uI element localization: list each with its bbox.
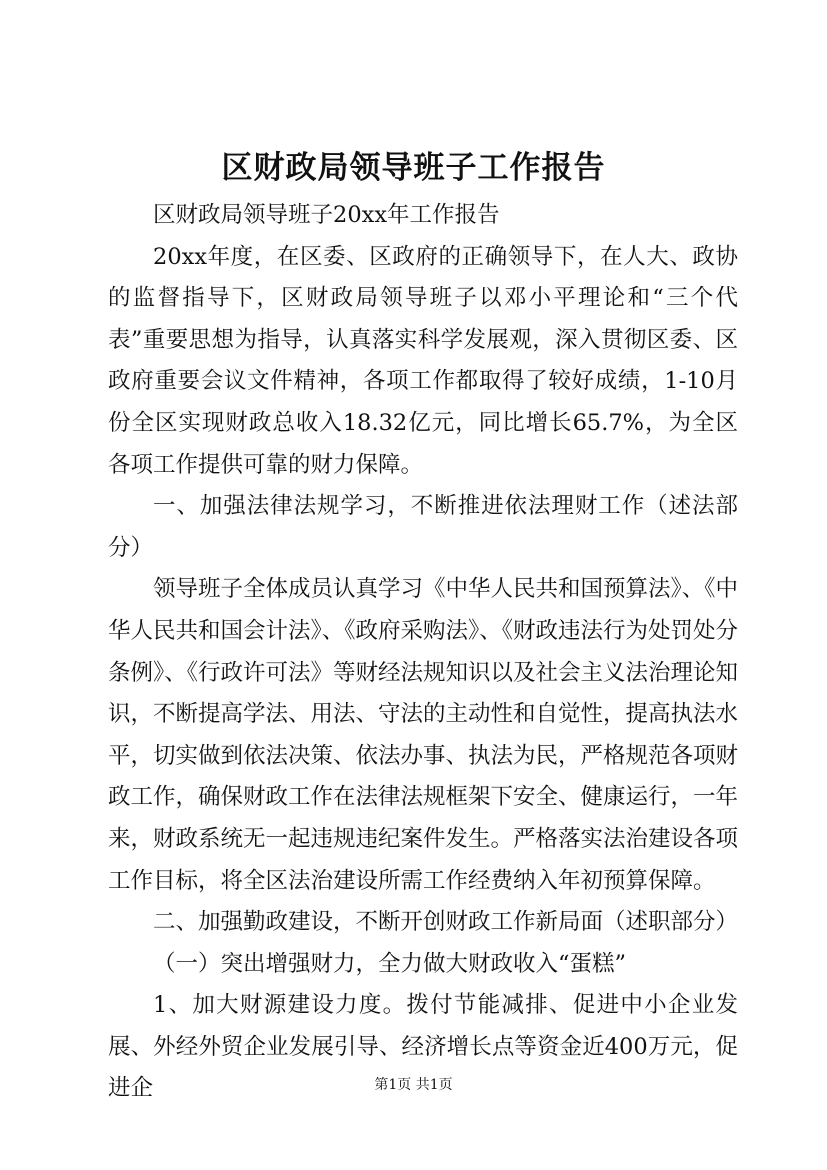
document-title: 区财政局领导班子工作报告 [221, 150, 606, 186]
item-paragraph-1: 1、加大财源建设力度。拨付节能减排、促进中小企业发展、外经外贸企业发展引导、经济增长点等资金近400万元，促进企 [108, 992, 738, 1102]
section-1-paragraph: 领导班子全体成员认真学习《中华人民共和国预算法》、《中华人民共和国会计法》、《政府采购法》、《财政违法行为处罚处分条例》、《行政许可法》等财经法规知识以及社会主义法治理论知识，不断提高学法、用法、守法的主动性和自觉性，提高执法水平，切实做到依法决策、依法办事、执法为民，严格规范各项财政工作，确保财政工作在法律法规框架下安全、健康运行，一年来，财政系统无一起违规违纪案件发生。严格落实法治建设各项工作目标，将全区法治建设所需工作经费纳入年初预算保障。 [108, 576, 739, 894]
section-heading-2: 二、加强勤政建设，不断开创财政工作新局面（述职部分） [153, 909, 739, 936]
document-body [108, 195, 738, 1110]
section-heading-1: 一、加强法律法规学习，不断推进依法理财工作（述法部分） [108, 493, 738, 561]
subtitle-paragraph: 区财政局领导班子20xx年工作报告 [153, 202, 500, 228]
intro-paragraph: 20xx年度，在区委、区政府的正确领导下，在人大、政协的监督指导下，区财政局领导班子以邓小平理论和“三个代表”重要思想为指导，认真落实科学发展观，深入贯彻区委、区政府重要会议文件精神，各项工作都取得了较好成绩，1-10月份全区实现财政总收入18.32亿元，同比增长65.7%，为全区各项工作提供可靠的财力保障。 [108, 243, 738, 478]
page-footer: 第1页 共1页 [374, 1077, 453, 1093]
subsection-heading-1: （一）突出增强财力，全力做大财政收入“蛋糕” [153, 950, 627, 977]
